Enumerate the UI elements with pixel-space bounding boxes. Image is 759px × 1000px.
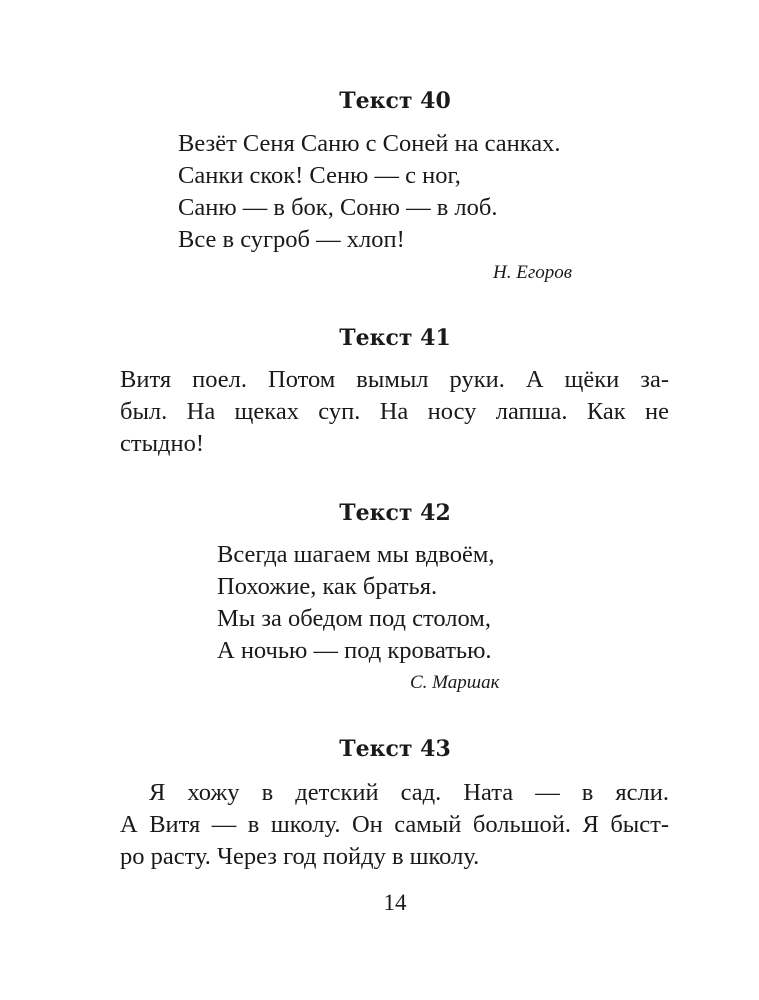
text-43-line-2: А Витя — в школу. Он самый большой. Я быст- xyxy=(120,811,669,838)
text-40-line-1: Везёт Сеня Саню с Соней на санках. xyxy=(178,130,561,157)
text-42-author: С. Маршак xyxy=(410,672,500,693)
page-number: 14 xyxy=(383,890,407,915)
text-41-line-3: стыдно! xyxy=(120,430,205,457)
text-43-line-1: Я хожу в детский сад. Ната — в ясли. xyxy=(149,779,669,806)
text-42-line-4: А ночью — под кроватью. xyxy=(217,637,492,664)
text-41-line-1: Витя поел. Потом вымыл руки. А щёки за- xyxy=(120,366,669,393)
text-40-line-2: Санки скок! Сеню — с ног, xyxy=(178,162,461,189)
text-43-heading: Текст 43 xyxy=(339,736,451,762)
text-42-line-1: Всегда шагаем мы вдвоём, xyxy=(217,541,495,568)
text-42-heading: Текст 42 xyxy=(339,500,451,526)
text-40-line-3: Саню — в бок, Соню — в лоб. xyxy=(178,194,498,221)
text-40-heading: Текст 40 xyxy=(339,88,451,114)
text-40-line-4: Все в сугроб — хлоп! xyxy=(178,226,405,253)
text-42-line-2: Похожие, как братья. xyxy=(217,573,438,600)
text-41-line-2: был. На щеках суп. На носу лапша. Как не xyxy=(120,398,669,425)
text-41-heading: Текст 41 xyxy=(339,325,451,351)
text-40-author: Н. Егоров xyxy=(493,262,572,283)
text-43-line-3: ро расту. Через год пойду в школу. xyxy=(120,843,480,870)
text-42-line-3: Мы за обедом под столом, xyxy=(217,605,491,632)
